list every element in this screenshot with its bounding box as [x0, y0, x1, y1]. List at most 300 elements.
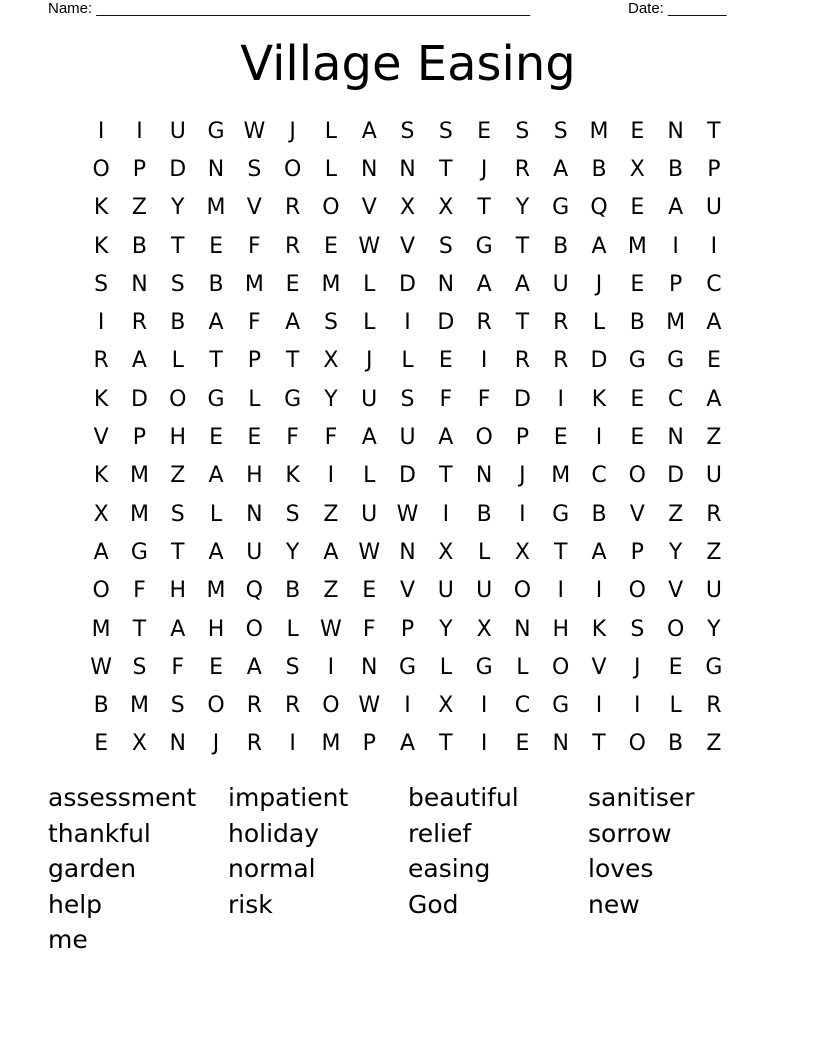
grid-cell: X	[323, 348, 339, 374]
word-list-item: help	[48, 889, 103, 919]
grid-cell: S	[400, 118, 415, 144]
grid-cell: A	[170, 616, 186, 642]
grid-cell: S	[247, 156, 262, 182]
grid-cell: I	[519, 501, 526, 527]
grid-cell: K	[591, 616, 607, 642]
grid-cell: D	[667, 463, 685, 489]
grid-cell: M	[91, 616, 111, 642]
grid-cell: L	[248, 386, 261, 412]
grid-cell: A	[706, 386, 722, 412]
grid-cell: I	[672, 233, 679, 259]
grid-cell: O	[169, 386, 187, 412]
grid-cell: E	[362, 578, 377, 604]
grid-cell: X	[438, 693, 454, 719]
grid-cell: A	[399, 731, 416, 757]
grid-cell: G	[475, 654, 493, 680]
word-list-item: normal	[228, 854, 316, 883]
grid-cell: P	[707, 156, 721, 182]
grid-cell: T	[515, 310, 530, 336]
grid-cell: B	[591, 156, 607, 182]
grid-cell: B	[553, 233, 569, 259]
grid-cell: T	[209, 348, 223, 374]
grid-cell: H	[207, 616, 225, 642]
grid-cell: L	[171, 348, 184, 374]
grid-cell: V	[591, 654, 607, 680]
grid-cell: G	[552, 693, 570, 719]
grid-cell: R	[514, 348, 531, 374]
grid-cell: R	[246, 693, 262, 719]
date-field-label: Date: _______	[628, 0, 727, 17]
grid-cell: J	[634, 654, 641, 680]
grid-cell: T	[707, 118, 721, 144]
word-list-item: me	[48, 925, 88, 954]
grid-cell: A	[591, 233, 607, 259]
grid-cell: B	[93, 693, 109, 719]
grid-cell: Q	[245, 578, 263, 604]
grid-cell: I	[289, 731, 296, 757]
grid-cell: M	[129, 501, 149, 527]
grid-cell: P	[515, 425, 530, 451]
grid-cell: S	[94, 271, 109, 297]
grid-cell: O	[92, 578, 110, 604]
grid-cell: M	[244, 271, 264, 297]
word-list-item: garden	[48, 854, 137, 883]
grid-cell: F	[439, 386, 453, 412]
grid-cell: I	[97, 118, 105, 144]
grid-cell: S	[323, 310, 338, 336]
grid-cell: D	[399, 463, 416, 489]
grid-cell: U	[361, 386, 378, 412]
grid-cell: F	[133, 578, 146, 604]
grid-cell: S	[285, 501, 300, 527]
word-list	[48, 780, 768, 958]
grid-cell: R	[553, 348, 569, 374]
grid-cell: A	[591, 539, 607, 565]
grid-cell: V	[399, 578, 416, 604]
grid-cell: T	[439, 731, 453, 757]
grid-cell: G	[667, 348, 685, 374]
grid-cell: I	[327, 463, 335, 489]
grid-cell: B	[476, 501, 492, 527]
grid-cell: E	[630, 271, 645, 297]
grid-cell: D	[437, 310, 455, 336]
grid-cell: C	[514, 693, 531, 719]
grid-cell: Q	[590, 195, 608, 221]
grid-cell: I	[710, 233, 718, 259]
grid-cell: E	[553, 425, 568, 451]
grid-cell: G	[207, 118, 225, 144]
grid-cell: R	[284, 233, 301, 259]
grid-cell: B	[629, 310, 645, 336]
grid-cell: X	[438, 195, 454, 221]
grid-cell: T	[439, 463, 453, 489]
grid-cell: N	[360, 654, 378, 680]
grid-cell: F	[171, 654, 185, 680]
grid-cell: X	[93, 501, 109, 527]
grid-cell: G	[398, 654, 417, 680]
grid-cell: S	[515, 118, 530, 144]
grid-cell: L	[363, 271, 376, 297]
grid-cell: H	[169, 425, 187, 451]
grid-cell: S	[170, 271, 185, 297]
grid-cell: V	[629, 501, 645, 527]
grid-cell: I	[327, 654, 335, 680]
grid-cell: S	[438, 118, 453, 144]
grid-cell: J	[595, 271, 603, 297]
grid-cell: L	[286, 616, 299, 642]
grid-cell: D	[169, 156, 187, 182]
grid-cell: H	[552, 616, 569, 642]
grid-cell: A	[131, 348, 147, 374]
grid-cell: R	[514, 156, 531, 182]
grid-cell: S	[553, 118, 568, 144]
grid-cell: G	[207, 386, 225, 412]
grid-cell: Y	[439, 616, 453, 642]
grid-cell: L	[209, 501, 223, 527]
grid-cell: G	[705, 654, 723, 680]
grid-cell: U	[476, 578, 493, 604]
grid-cell: K	[93, 386, 109, 412]
grid-cell: D	[130, 386, 148, 412]
grid-cell: N	[437, 271, 455, 297]
grid-cell: J	[212, 731, 220, 757]
grid-cell: M	[551, 463, 571, 489]
grid-cell: M	[321, 731, 341, 757]
grid-cell: O	[245, 616, 263, 642]
grid-cell: L	[324, 118, 338, 144]
grid-cell: F	[286, 425, 299, 451]
grid-cell: L	[363, 463, 376, 489]
grid-cell: W	[358, 539, 381, 565]
grid-cell: Z	[668, 501, 684, 527]
grid-cell: L	[477, 539, 491, 565]
grid-cell: Z	[323, 501, 339, 527]
grid-cell: A	[361, 118, 377, 144]
grid-cell: J	[365, 348, 373, 374]
word-list-item: beautiful	[408, 783, 519, 812]
grid-cell: N	[552, 731, 569, 757]
grid-cell: U	[705, 195, 722, 221]
grid-cell: O	[628, 463, 646, 489]
grid-cell: K	[285, 463, 300, 489]
grid-cell: O	[513, 578, 532, 604]
grid-cell: P	[630, 539, 644, 565]
word-list-item: holiday	[228, 818, 320, 848]
grid-cell: P	[132, 156, 147, 182]
grid-cell: I	[404, 693, 411, 719]
grid-cell: S	[132, 654, 147, 680]
grid-cell: V	[246, 195, 262, 221]
grid-cell: G	[628, 348, 646, 374]
grid-cell: O	[552, 654, 570, 680]
grid-cell: K	[93, 195, 109, 221]
grid-cell: T	[171, 539, 185, 565]
grid-cell: E	[209, 654, 223, 680]
grid-cell: E	[323, 233, 338, 259]
grid-cell: N	[667, 118, 684, 144]
grid-cell: E	[668, 654, 683, 680]
grid-cell: S	[630, 616, 645, 642]
grid-cell: U	[169, 118, 186, 144]
grid-cell: P	[668, 271, 683, 297]
grid-cell: V	[399, 233, 416, 259]
grid-cell: N	[475, 463, 493, 489]
grid-cell: K	[93, 463, 109, 489]
grid-cell: E	[285, 271, 300, 297]
grid-cell: U	[361, 501, 378, 527]
page-title: Village Easing	[240, 36, 576, 92]
grid-cell: A	[476, 271, 492, 297]
grid-cell: I	[136, 118, 143, 144]
grid-cell: T	[592, 731, 606, 757]
grid-cell: I	[595, 425, 603, 451]
grid-cell: E	[630, 118, 645, 144]
grid-cell: O	[92, 156, 110, 182]
word-list-item: thankful	[48, 818, 151, 848]
grid-cell: R	[131, 310, 148, 336]
grid-cell: A	[438, 425, 454, 451]
grid-cell: O	[322, 195, 340, 221]
grid-cell: A	[706, 310, 722, 336]
grid-cell: R	[706, 693, 722, 719]
grid-cell: I	[442, 501, 450, 527]
grid-cell: T	[132, 616, 147, 642]
grid-cell: E	[94, 731, 109, 757]
grid-cell: X	[476, 616, 492, 642]
grid-cell: T	[553, 539, 568, 565]
grid-cell: I	[480, 693, 488, 719]
word-list-item: risk	[228, 889, 273, 919]
grid-cell: T	[285, 348, 300, 374]
grid-cell: V	[361, 195, 377, 221]
grid-cell: E	[630, 425, 645, 451]
grid-cell: N	[399, 156, 416, 182]
grid-cell: G	[130, 539, 148, 565]
grid-cell: M	[627, 233, 647, 259]
grid-cell: R	[553, 310, 569, 336]
grid-cell: N	[246, 501, 263, 527]
grid-cell: I	[634, 693, 641, 719]
grid-cell: M	[589, 118, 609, 144]
grid-cell: W	[358, 693, 381, 719]
grid-cell: T	[171, 233, 185, 259]
grid-cell: E	[477, 118, 492, 144]
grid-cell: L	[669, 693, 682, 719]
grid-cell: I	[480, 731, 488, 757]
grid-cell: X	[438, 539, 454, 565]
grid-cell: A	[208, 310, 224, 336]
grid-cell: G	[552, 195, 570, 221]
grid-cell: A	[553, 156, 569, 182]
grid-cell: U	[246, 539, 263, 565]
grid-cell: L	[439, 654, 452, 680]
grid-cell: A	[668, 195, 684, 221]
grid-cell: E	[438, 348, 453, 374]
grid-cell: F	[248, 310, 261, 336]
grid-cell: I	[557, 386, 564, 412]
grid-cell: M	[666, 310, 686, 336]
grid-cell: B	[668, 156, 684, 182]
grid-cell: O	[207, 693, 225, 719]
grid-cell: E	[630, 195, 645, 221]
grid-cell: R	[284, 195, 301, 221]
grid-cell: W	[396, 501, 419, 527]
grid-cell: M	[206, 195, 226, 221]
grid-cell: Z	[706, 425, 722, 451]
grid-cell: E	[209, 233, 223, 259]
grid-cell: W	[243, 118, 266, 144]
grid-cell: Z	[323, 578, 339, 604]
grid-cell: Z	[170, 463, 186, 489]
grid-cell: E	[247, 425, 262, 451]
grid-cell: I	[404, 310, 411, 336]
grid-cell: T	[439, 156, 453, 182]
grid-cell: B	[170, 310, 186, 336]
word-list-item: assessment	[48, 783, 197, 812]
grid-cell: N	[131, 271, 148, 297]
grid-cell: O	[322, 693, 340, 719]
grid-cell: A	[514, 271, 530, 297]
name-field-label: Name: ____________________________________________________	[48, 0, 531, 17]
grid-cell: R	[93, 348, 109, 374]
grid-cell: M	[129, 693, 149, 719]
grid-cell: Y	[171, 195, 185, 221]
grid-cell: I	[97, 310, 105, 336]
grid-cell: U	[399, 425, 416, 451]
grid-cell: J	[480, 156, 488, 182]
grid-cell: A	[285, 310, 301, 336]
word-list-item: God	[408, 889, 459, 919]
word-list-item: relief	[408, 818, 472, 848]
grid-cell: A	[323, 539, 339, 565]
grid-cell: F	[362, 616, 376, 642]
grid-cell: K	[93, 233, 109, 259]
grid-cell: Z	[131, 195, 147, 221]
grid-cell: B	[131, 233, 147, 259]
grid-cell: W	[90, 654, 113, 680]
grid-cell: C	[706, 271, 722, 297]
grid-cell: Y	[707, 616, 721, 642]
grid-cell: S	[400, 386, 415, 412]
grid-cell: P	[400, 616, 415, 642]
grid-cell: P	[132, 425, 147, 451]
grid-cell: C	[591, 463, 607, 489]
grid-cell: T	[515, 233, 530, 259]
grid-cell: A	[208, 463, 224, 489]
grid-cell: S	[170, 501, 185, 527]
grid-cell: B	[208, 271, 224, 297]
word-list-item: new	[588, 889, 640, 919]
word-list-item: sanitiser	[588, 783, 695, 812]
grid-cell: B	[668, 731, 684, 757]
grid-cell: Y	[515, 195, 530, 221]
grid-cell: A	[246, 654, 262, 680]
grid-cell: N	[207, 156, 225, 182]
grid-cell: U	[705, 463, 722, 489]
grid-cell: A	[361, 425, 377, 451]
grid-cell: A	[93, 539, 109, 565]
grid-cell: N	[514, 616, 531, 642]
grid-cell: B	[285, 578, 301, 604]
letter-grid	[82, 112, 733, 763]
grid-cell: F	[477, 386, 491, 412]
grid-cell: P	[362, 731, 376, 757]
grid-cell: M	[129, 463, 149, 489]
grid-cell: I	[480, 348, 488, 374]
grid-cell: E	[706, 348, 721, 374]
grid-cell: Y	[668, 539, 683, 565]
grid-cell: H	[246, 463, 263, 489]
grid-cell: T	[477, 195, 491, 221]
header-line	[48, 0, 748, 20]
grid-cell: F	[248, 233, 261, 259]
grid-cell: X	[514, 539, 530, 565]
grid-cell: O	[475, 425, 493, 451]
grid-cell: U	[437, 578, 454, 604]
grid-cell: O	[628, 578, 646, 604]
grid-cell: R	[284, 693, 301, 719]
grid-cell: F	[324, 425, 338, 451]
grid-cell: N	[667, 425, 684, 451]
grid-cell: V	[668, 578, 684, 604]
grid-cell: G	[475, 233, 493, 259]
grid-cell: G	[284, 386, 302, 412]
grid-cell: A	[208, 539, 224, 565]
grid-cell: U	[705, 578, 722, 604]
grid-cell: P	[247, 348, 261, 374]
grid-cell: I	[557, 578, 564, 604]
grid-cell: K	[591, 386, 607, 412]
grid-cell: I	[595, 578, 603, 604]
grid-cell: U	[552, 271, 569, 297]
grid-cell: M	[206, 578, 226, 604]
word-list-item: sorrow	[588, 818, 672, 848]
grid-cell: N	[360, 156, 378, 182]
grid-cell: X	[629, 156, 645, 182]
grid-cell: L	[324, 156, 338, 182]
word-list-item: easing	[408, 854, 491, 883]
grid-cell: V	[93, 425, 109, 451]
grid-cell: R	[476, 310, 492, 336]
grid-cell: O	[628, 731, 646, 757]
grid-cell: E	[515, 731, 530, 757]
grid-cell: E	[630, 386, 645, 412]
grid-cell: J	[519, 463, 526, 489]
grid-cell: Z	[706, 539, 722, 565]
grid-cell: L	[516, 654, 529, 680]
grid-cell: S	[438, 233, 453, 259]
grid-cell: O	[666, 616, 685, 642]
grid-cell: Y	[324, 386, 338, 412]
grid-cell: W	[358, 233, 381, 259]
grid-cell: L	[401, 348, 414, 374]
grid-cell: W	[320, 616, 342, 642]
grid-cell: M	[321, 271, 341, 297]
grid-cell: X	[399, 195, 416, 221]
grid-cell: S	[170, 693, 185, 719]
grid-cell: X	[131, 731, 147, 757]
grid-cell: C	[667, 386, 684, 412]
grid-cell: R	[706, 501, 722, 527]
grid-cell: D	[399, 271, 416, 297]
grid-cell: L	[592, 310, 606, 336]
grid-cell: N	[399, 539, 416, 565]
grid-cell: D	[590, 348, 608, 374]
grid-cell: E	[209, 425, 223, 451]
grid-cell: B	[591, 501, 607, 527]
grid-cell: O	[283, 156, 302, 182]
grid-cell: Z	[706, 731, 722, 757]
